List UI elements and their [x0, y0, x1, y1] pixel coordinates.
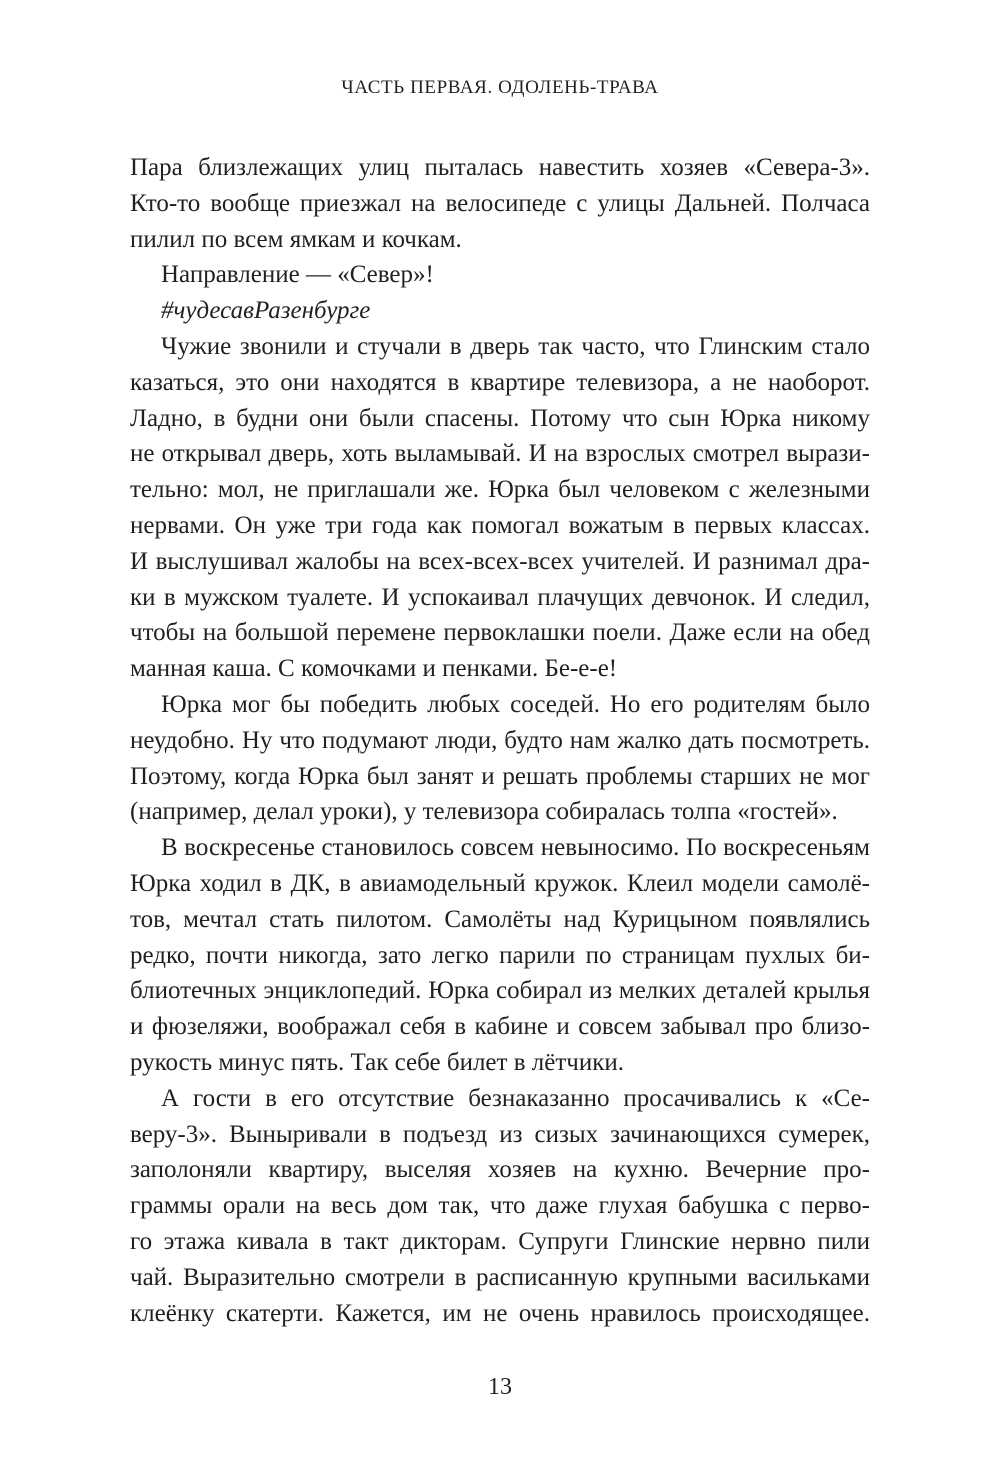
text-line: рукость минус пять. Так себе билет в лётчики.	[130, 1048, 624, 1076]
text-line: не открывал дверь, хоть выламывай. И на взрослых смотрел вырази-	[130, 440, 870, 468]
text-line: блиотечных энциклопедий. Юрка собирал из мелких деталей крылья	[130, 977, 870, 1005]
text-line: Пара близлежащих улиц пыталась навестить хозяев «Севера-3».	[130, 154, 870, 181]
text-line: граммы орали на весь дом так, что даже глухая бабушка с перво-	[130, 1192, 870, 1220]
text-line: Поэтому, когда Юрка был занят и решать проблемы старших не мог	[130, 762, 870, 790]
text-line: веру-3». Выныривали в подъезд из сизых зачинающихся сумерек,	[130, 1120, 870, 1148]
text-line: тов, мечтал стать пилотом. Самолёты над Курицыном появлялись	[130, 905, 870, 933]
text-line: Направление — «Север»!	[161, 261, 434, 289]
text-line: (например, делал уроки), у телевизора собиралась толпа «гостей».	[130, 798, 838, 826]
text-line: Кто-то вообще приезжал на велосипеде с улицы Дальней. Полчаса	[130, 189, 870, 217]
text-line: нервами. Он уже три года как помогал вожатым в первых классах.	[130, 511, 870, 539]
text-line: тельно: мол, не приглашали же. Юрка был человеком с железными	[130, 476, 870, 504]
text-line: Юрка мог бы победить любых соседей. Но его родителям было	[161, 690, 870, 718]
text-line: го этажа кивала в такт дикторам. Супруги Глинские нервно пили	[130, 1227, 870, 1255]
text-line: А гости в его отсутствие безнаказанно просачивались к «Се-	[161, 1084, 870, 1112]
text-line: неудобно. Ну что подумают люди, будто нам жалко дать посмотреть.	[130, 726, 870, 754]
text-line: Юрка ходил в ДК, в авиамодельный кружок. Клеил модели самолё-	[130, 869, 870, 897]
text-line: манная каша. С комочками и пенками. Бе-е-е!	[130, 655, 618, 683]
text-line: и фюзеляжи, воображал себя в кабине и совсем забывал про близо-	[130, 1013, 870, 1041]
text-line: казаться, это они находятся в квартире телевизора, а не наоборот.	[130, 368, 870, 396]
text-line: редко, почти никогда, зато легко парили по страницам пухлых би-	[130, 941, 870, 969]
page-number: 13	[488, 1374, 512, 1400]
text-line: И выслушивал жалобы на всех-всех-всех учителей. И разнимал дра-	[130, 547, 870, 575]
text-line: Чужие звонили и стучали в дверь так часто, что Глинским стало	[161, 332, 870, 360]
text-line: ки в мужском туалете. И успокаивал плачущих девчонок. И следил,	[130, 583, 870, 611]
text-line: Ладно, в будни они были спасены. Потому что сын Юрка никому	[130, 404, 870, 432]
hashtag-line: #чудесавРазенбурге	[161, 297, 371, 325]
text-line: пилил по всем ямкам и кочкам.	[130, 225, 462, 253]
text-line: заполоняли квартиру, выселяя хозяев на кухню. Вечерние про-	[130, 1156, 870, 1184]
text-line: клеёнку скатерти. Кажется, им не очень нравилось происходящее.	[130, 1299, 870, 1327]
text-line: В воскресенье становилось совсем невыносимо. По воскресеньям	[161, 834, 870, 862]
body-text	[130, 150, 870, 1331]
text-line: чтобы на большой перемене первоклашки поели. Даже если на обед	[130, 619, 870, 647]
text-line: чай. Выразительно смотрели в расписанную крупными васильками	[130, 1263, 870, 1291]
running-header: ЧАСТЬ ПЕРВАЯ. ОДОЛЕНЬ-ТРАВА	[341, 77, 659, 98]
